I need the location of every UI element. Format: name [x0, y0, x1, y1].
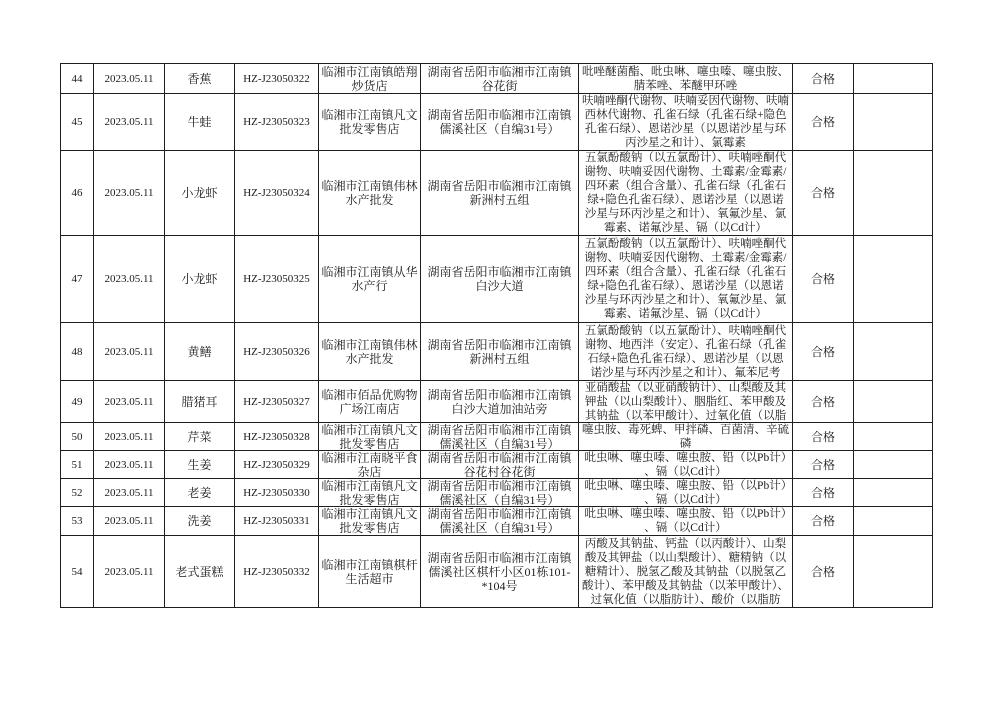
cell-sample: 老姜: [165, 479, 235, 507]
cell-report: HZ-J23050331: [235, 507, 319, 536]
cell-date: 2023.05.11: [94, 536, 165, 608]
cell-result: 合格: [793, 423, 854, 451]
cell-items: 五氯酚酸钠（以五氯酚计）、呋喃唑酮代谢物、地西泮（安定）、孔雀石绿（孔雀石绿+隐色孔雀石绿）、恩诺沙星（以恩诺沙星与环丙沙星之和计）、氟苯尼考: [579, 323, 793, 381]
cell-report: HZ-J23050330: [235, 479, 319, 507]
cell-seq: 54: [61, 536, 94, 608]
cell-seq: 52: [61, 479, 94, 507]
cell-sample: 腊猪耳: [165, 381, 235, 423]
cell-items: 吡虫啉、噻虫嗪、噻虫胺、铅（以Pb计）、镉（以Cd计）: [579, 451, 793, 479]
cell-result: 合格: [793, 536, 854, 608]
cell-note: [854, 151, 933, 236]
cell-report: HZ-J23050324: [235, 151, 319, 236]
cell-address: 湖南省岳阳市临湘市江南镇谷花村谷花街: [421, 451, 579, 479]
cell-date: 2023.05.11: [94, 94, 165, 151]
cell-seq: 50: [61, 423, 94, 451]
cell-sample: 小龙虾: [165, 151, 235, 236]
cell-sample: 小龙虾: [165, 236, 235, 323]
cell-address: 湖南省岳阳市临湘市江南镇新洲村五组: [421, 323, 579, 381]
cell-address: 湖南省岳阳市临湘市江南镇儒溪社区（自编31号）: [421, 94, 579, 151]
cell-note: [854, 507, 933, 536]
cell-seq: 44: [61, 64, 94, 94]
cell-report: HZ-J23050329: [235, 451, 319, 479]
cell-result: 合格: [793, 381, 854, 423]
cell-seq: 47: [61, 236, 94, 323]
cell-seq: 49: [61, 381, 94, 423]
cell-address: 湖南省岳阳市临湘市江南镇白沙大道加油站旁: [421, 381, 579, 423]
cell-sample: 黄鳝: [165, 323, 235, 381]
cell-address: 湖南省岳阳市临湘市江南镇儒溪社区（自编31号）: [421, 423, 579, 451]
cell-date: 2023.05.11: [94, 451, 165, 479]
cell-date: 2023.05.11: [94, 151, 165, 236]
cell-report: HZ-J23050332: [235, 536, 319, 608]
cell-sample: 牛蛙: [165, 94, 235, 151]
cell-note: [854, 323, 933, 381]
cell-seq: 53: [61, 507, 94, 536]
cell-date: 2023.05.11: [94, 64, 165, 94]
cell-address: 湖南省岳阳市临湘市江南镇儒溪社区（自编31号）: [421, 507, 579, 536]
cell-items: 五氯酚酸钠（以五氯酚计）、呋喃唑酮代谢物、呋喃妥因代谢物、土霉素/金霉素/四环素（组合含量）、孔雀石绿（孔雀石绿+隐色孔雀石绿）、恩诺沙星（以恩诺沙星与环丙沙星之和计）、氧氟沙星、氯霉素、诺氟沙星、镉（以Cd计）: [579, 151, 793, 236]
cell-result: 合格: [793, 451, 854, 479]
cell-store: 临湘市江南镇凡文批发零售店: [319, 507, 421, 536]
cell-sample: 香蕉: [165, 64, 235, 94]
cell-address: 湖南省岳阳市临湘市江南镇儒溪社区棋杆小区01栋101-*104号: [421, 536, 579, 608]
cell-report: HZ-J23050323: [235, 94, 319, 151]
cell-items: 吡虫啉、噻虫嗪、噻虫胺、铅（以Pb计）、镉（以Cd计）: [579, 507, 793, 536]
cell-date: 2023.05.11: [94, 423, 165, 451]
cell-items: 噻虫胺、毒死蜱、甲拌磷、百菌清、辛硫磷: [579, 423, 793, 451]
cell-date: 2023.05.11: [94, 381, 165, 423]
cell-items: 呋喃唑酮代谢物、呋喃妥因代谢物、呋喃西林代谢物、孔雀石绿（孔雀石绿+隐色孔雀石绿）、恩诺沙星（以恩诺沙星与环丙沙星之和计）、氯霉素: [579, 94, 793, 151]
cell-store: 临湘市江南镇凡文批发零售店: [319, 94, 421, 151]
cell-address: 湖南省岳阳市临湘市江南镇儒溪社区（自编31号）: [421, 479, 579, 507]
cell-result: 合格: [793, 507, 854, 536]
cell-note: [854, 536, 933, 608]
cell-note: [854, 64, 933, 94]
cell-result: 合格: [793, 236, 854, 323]
cell-items: 吡唑醚菌酯、吡虫啉、噻虫嗪、噻虫胺、腈苯唑、苯醚甲环唑: [579, 64, 793, 94]
cell-store: 临湘市江南镇伟林水产批发: [319, 323, 421, 381]
cell-store: 临湘市江南镇棋杆生活超市: [319, 536, 421, 608]
cell-report: HZ-J23050327: [235, 381, 319, 423]
cell-report: HZ-J23050328: [235, 423, 319, 451]
cell-sample: 芹菜: [165, 423, 235, 451]
cell-sample: 老式蛋糕: [165, 536, 235, 608]
cell-note: [854, 479, 933, 507]
cell-date: 2023.05.11: [94, 323, 165, 381]
cell-address: 湖南省岳阳市临湘市江南镇谷花街: [421, 64, 579, 94]
cell-note: [854, 94, 933, 151]
cell-date: 2023.05.11: [94, 507, 165, 536]
cell-result: 合格: [793, 64, 854, 94]
cell-seq: 45: [61, 94, 94, 151]
cell-seq: 48: [61, 323, 94, 381]
cell-note: [854, 451, 933, 479]
cell-date: 2023.05.11: [94, 479, 165, 507]
cell-report: HZ-J23050322: [235, 64, 319, 94]
cell-seq: 46: [61, 151, 94, 236]
cell-store: 临湘市江南晓平食杂店: [319, 451, 421, 479]
cell-address: 湖南省岳阳市临湘市江南镇新洲村五组: [421, 151, 579, 236]
cell-items: 丙酸及其钠盐、钙盐（以丙酸计）、山梨酸及其钾盐（以山梨酸计）、糖精钠（以糖精计）、脱氢乙酸及其钠盐（以脱氢乙酸计）、苯甲酸及其钠盐（以苯甲酸计）、过氧化值（以脂肪计）、酸价（以脂肪: [579, 536, 793, 608]
cell-items: 亚硝酸盐（以亚硝酸钠计）、山梨酸及其钾盐（以山梨酸计）、胭脂红、苯甲酸及其钠盐（以苯甲酸计）、过氧化值（以脂: [579, 381, 793, 423]
inspection-results-table: [60, 63, 933, 608]
cell-items: 五氯酚酸钠（以五氯酚计）、呋喃唑酮代谢物、呋喃妥因代谢物、土霉素/金霉素/四环素（组合含量）、孔雀石绿（孔雀石绿+隐色孔雀石绿）、恩诺沙星（以恩诺沙星与环丙沙星之和计）、氧氟沙星、氯霉素、诺氟沙星、镉（以Cd计）: [579, 236, 793, 323]
cell-result: 合格: [793, 323, 854, 381]
cell-result: 合格: [793, 479, 854, 507]
cell-sample: 洗姜: [165, 507, 235, 536]
cell-store: 临湘市江南镇凡文批发零售店: [319, 479, 421, 507]
cell-store: 临湘市江南镇皓翔炒货店: [319, 64, 421, 94]
cell-address: 湖南省岳阳市临湘市江南镇白沙大道: [421, 236, 579, 323]
cell-items: 吡虫啉、噻虫嗪、噻虫胺、铅（以Pb计）、镉（以Cd计）: [579, 479, 793, 507]
cell-store: 临湘市江南镇伟林水产批发: [319, 151, 421, 236]
cell-report: HZ-J23050325: [235, 236, 319, 323]
cell-store: 临湘市江南镇从华水产行: [319, 236, 421, 323]
cell-note: [854, 381, 933, 423]
cell-store: 临湘市佰品优购物广场江南店: [319, 381, 421, 423]
cell-report: HZ-J23050326: [235, 323, 319, 381]
cell-sample: 生姜: [165, 451, 235, 479]
cell-seq: 51: [61, 451, 94, 479]
cell-store: 临湘市江南镇凡文批发零售店: [319, 423, 421, 451]
cell-date: 2023.05.11: [94, 236, 165, 323]
cell-result: 合格: [793, 151, 854, 236]
cell-note: [854, 423, 933, 451]
cell-note: [854, 236, 933, 323]
cell-result: 合格: [793, 94, 854, 151]
